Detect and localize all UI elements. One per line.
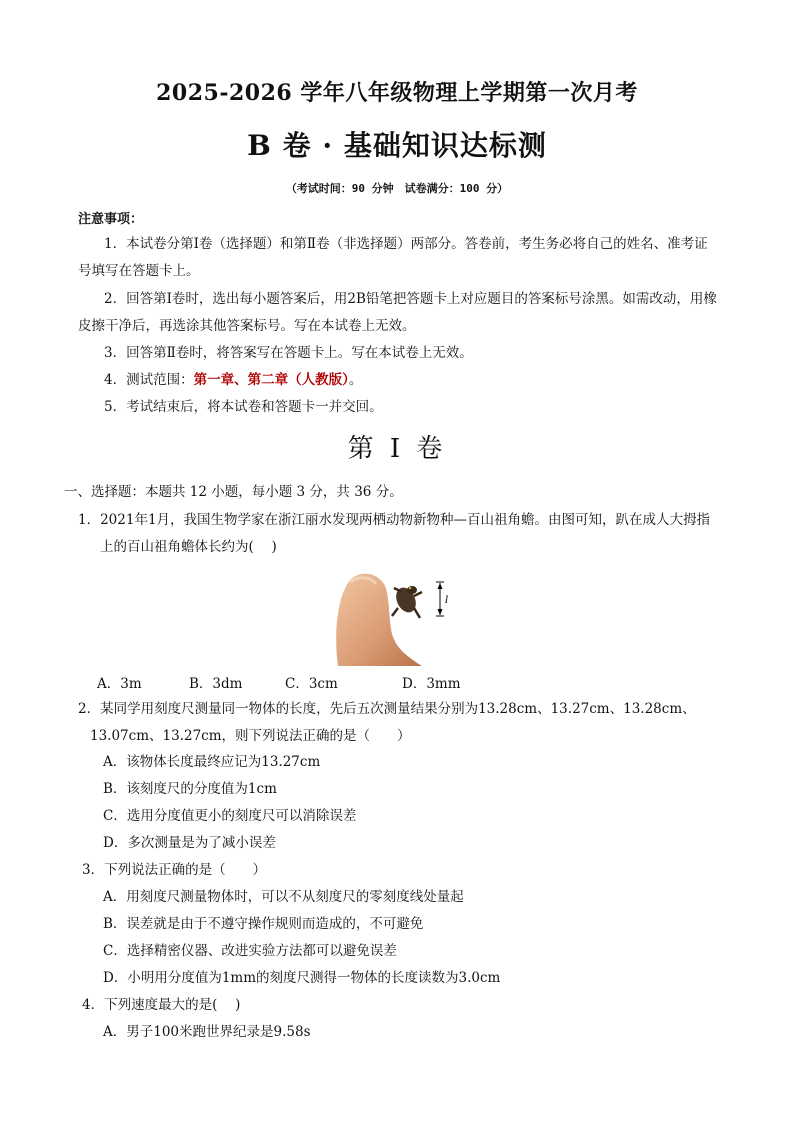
q1-figure [332, 568, 462, 666]
exam-info: （考试时间：90 分钟 试卷满分：100 分） [285, 182, 509, 195]
section-title: 第 I 卷 [347, 434, 447, 464]
q1-option-c: C．3cm [285, 676, 338, 692]
q1-stem-line1: 1．2021年1月，我国生物学家在浙江丽水发现两栖动物新物种—百山祖角蟾。由图可知，趴在成人大拇指 [78, 512, 711, 528]
notice-item-4-prefix: 4．测试范围： [104, 372, 194, 388]
q3-option-b: B．误差就是由于不遵守操作规则而造成的，不可避免 [103, 916, 424, 932]
q4-option-a: A．男子100米跑世界纪录是9.58s [103, 1024, 311, 1040]
notice-heading: 注意事项： [78, 212, 144, 227]
figure-length-label: l [445, 595, 449, 606]
q1-option-d: D．3mm [402, 676, 461, 692]
q3-option-a: A．用刻度尺测量物体时，可以不从刻度尺的零刻度线处量起 [103, 889, 464, 905]
section-intro: 一、选择题：本题共 12 小题，每小题 3 分，共 36 分。 [64, 484, 403, 500]
test-range: 第一章、第二章（人教版） [193, 372, 349, 388]
notice-item-2: 2．回答第Ⅰ卷时，选出每小题答案后，用2B铅笔把答题卡上对应题目的答案标号涂黑。如需改动，用橡皮擦干净后，再选涂其他答案标号。写在本试卷上无效。 [78, 291, 717, 334]
exam-subtitle: B 卷 · 基础知识达标测 [247, 129, 547, 162]
notice-item-3: 3．回答第Ⅱ卷时，将答案写在答题卡上。写在本试卷上无效。 [104, 345, 473, 361]
q3-option-d: D．小明用分度值为1mm的刻度尺测得一物体的长度读数为3.0cm [103, 970, 501, 986]
q4-stem: 4．下列速度最大的是( ) [82, 997, 241, 1013]
notice-item-4-suffix: 。 [348, 372, 363, 388]
thumb-toad-icon [332, 568, 462, 666]
q2-stem-line2: 13.07cm、13.27cm，则下列说法正确的是（ ） [90, 728, 411, 744]
q3-stem: 3．下列说法正确的是（ ） [82, 862, 267, 878]
q1-stem-line2: 上的百山祖角蟾体长约为( ) [100, 539, 277, 555]
toad-icon [392, 584, 422, 618]
q2-option-d: D．多次测量是为了减小误差 [103, 835, 276, 851]
exam-title: 2025-2026 学年八年级物理上学期第一次月考 [156, 80, 638, 106]
notice-item-4 [78, 367, 718, 394]
q1-option-a: A．3m [97, 676, 142, 692]
q2-option-b: B．该刻度尺的分度值为1cm [103, 781, 277, 797]
q2-option-c: C．选用分度值更小的刻度尺可以消除误差 [103, 808, 357, 824]
notice-item-1: 1．本试卷分第Ⅰ卷（选择题）和第Ⅱ卷（非选择题）两部分。答卷前，考生务必将自己的姓名、准考证号填写在答题卡上。 [78, 236, 708, 279]
q3-option-c: C．选择精密仪器、改进实验方法都可以避免误差 [103, 943, 397, 959]
notice-item-5: 5．考试结束后，将本试卷和答题卡一并交回。 [104, 399, 383, 415]
q1-option-b: B．3dm [189, 676, 243, 692]
q2-stem-line1: 2．某同学用刻度尺测量同一物体的长度，先后五次测量结果分别为13.28cm、13.27cm、13.28cm、 [78, 701, 696, 717]
q2-option-a: A．该物体长度最终应记为13.27cm [103, 754, 321, 770]
